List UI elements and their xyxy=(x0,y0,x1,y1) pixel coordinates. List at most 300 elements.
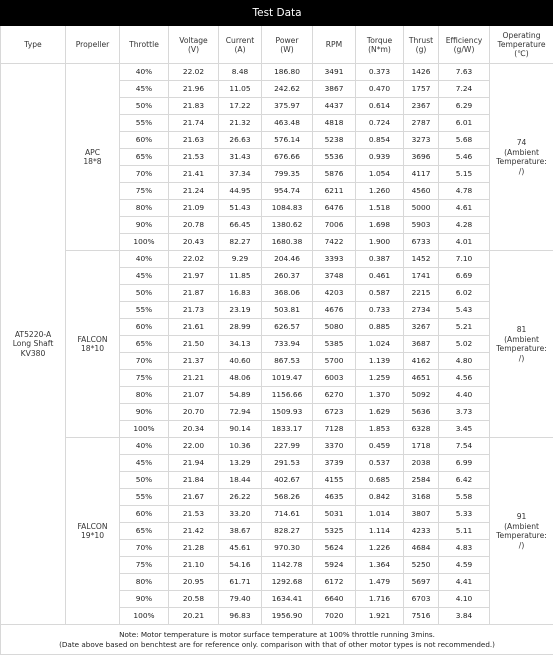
efficiency-cell: 7.63 xyxy=(439,64,490,81)
torque-cell: 1.139 xyxy=(356,353,404,370)
torque-cell: 1.259 xyxy=(356,370,404,387)
current-cell: 8.48 xyxy=(219,64,262,81)
throttle-cell: 90% xyxy=(120,591,169,608)
efficiency-cell: 4.41 xyxy=(439,574,490,591)
thrust-cell: 4651 xyxy=(404,370,439,387)
rpm-cell: 6211 xyxy=(313,183,356,200)
footnote-line: Note: Motor temperature is motor surface temperature at 100% throttle running 3mins. xyxy=(1,630,553,640)
power-cell: 463.48 xyxy=(262,115,313,132)
throttle-cell: 80% xyxy=(120,200,169,217)
power-cell: 1019.47 xyxy=(262,370,313,387)
current-cell: 33.20 xyxy=(219,506,262,523)
efficiency-cell: 3.45 xyxy=(439,421,490,438)
torque-cell: 1.260 xyxy=(356,183,404,200)
voltage-cell: 21.10 xyxy=(169,557,219,574)
efficiency-cell: 5.68 xyxy=(439,132,490,149)
rpm-cell: 4437 xyxy=(313,98,356,115)
power-cell: 242.62 xyxy=(262,81,313,98)
motor-type-cell-line: AT5220-A xyxy=(1,330,65,340)
motor-type-cell-line: KV380 xyxy=(1,349,65,359)
current-cell: 11.05 xyxy=(219,81,262,98)
power-cell: 186.80 xyxy=(262,64,313,81)
power-cell: 714.61 xyxy=(262,506,313,523)
thrust-cell: 2038 xyxy=(404,455,439,472)
throttle-cell: 55% xyxy=(120,489,169,506)
header-torque: Torque (N*m) xyxy=(356,26,404,64)
throttle-cell: 70% xyxy=(120,353,169,370)
power-cell: 799.35 xyxy=(262,166,313,183)
rpm-cell: 7128 xyxy=(313,421,356,438)
power-cell: 1509.93 xyxy=(262,404,313,421)
thrust-cell: 5092 xyxy=(404,387,439,404)
header-power: Power (W) xyxy=(262,26,313,64)
throttle-cell: 45% xyxy=(120,455,169,472)
torque-cell: 1.114 xyxy=(356,523,404,540)
power-cell: 867.53 xyxy=(262,353,313,370)
current-cell: 21.32 xyxy=(219,115,262,132)
torque-cell: 0.587 xyxy=(356,285,404,302)
power-cell: 375.97 xyxy=(262,98,313,115)
thrust-cell: 3807 xyxy=(404,506,439,523)
temperature-cell-line: (Ambient xyxy=(490,148,553,158)
voltage-cell: 21.67 xyxy=(169,489,219,506)
thrust-cell: 7516 xyxy=(404,608,439,625)
current-cell: 51.43 xyxy=(219,200,262,217)
rpm-cell: 5080 xyxy=(313,319,356,336)
rpm-cell: 3491 xyxy=(313,64,356,81)
header-row xyxy=(1,26,553,64)
efficiency-cell: 4.56 xyxy=(439,370,490,387)
voltage-cell: 21.84 xyxy=(169,472,219,489)
thrust-cell: 6328 xyxy=(404,421,439,438)
efficiency-cell: 6.69 xyxy=(439,268,490,285)
current-cell: 17.22 xyxy=(219,98,262,115)
current-cell: 38.67 xyxy=(219,523,262,540)
torque-cell: 1.014 xyxy=(356,506,404,523)
footnote xyxy=(1,625,553,655)
throttle-cell: 100% xyxy=(120,234,169,251)
voltage-cell: 21.83 xyxy=(169,98,219,115)
voltage-cell: 21.53 xyxy=(169,506,219,523)
rpm-cell: 6476 xyxy=(313,200,356,217)
thrust-cell: 1718 xyxy=(404,438,439,455)
rpm-cell: 6003 xyxy=(313,370,356,387)
thrust-cell: 2584 xyxy=(404,472,439,489)
current-cell: 40.60 xyxy=(219,353,262,370)
throttle-cell: 90% xyxy=(120,217,169,234)
rpm-cell: 4818 xyxy=(313,115,356,132)
power-cell: 204.46 xyxy=(262,251,313,268)
voltage-cell: 21.74 xyxy=(169,115,219,132)
voltage-cell: 21.63 xyxy=(169,132,219,149)
rpm-cell: 4203 xyxy=(313,285,356,302)
torque-cell: 0.854 xyxy=(356,132,404,149)
torque-cell: 0.459 xyxy=(356,438,404,455)
table-title: Test Data xyxy=(1,1,553,26)
table-row xyxy=(1,438,553,455)
temperature-cell-line: Temperature: xyxy=(490,157,553,167)
header-throttle: Throttle xyxy=(120,26,169,64)
voltage-cell: 22.02 xyxy=(169,251,219,268)
torque-cell: 0.470 xyxy=(356,81,404,98)
throttle-cell: 100% xyxy=(120,608,169,625)
thrust-cell: 3687 xyxy=(404,336,439,353)
power-cell: 970.30 xyxy=(262,540,313,557)
efficiency-cell: 5.58 xyxy=(439,489,490,506)
propeller-cell xyxy=(66,64,120,251)
propeller-cell-line: 18*8 xyxy=(66,157,119,167)
thrust-cell: 4684 xyxy=(404,540,439,557)
temperature-cell-line: Temperature: xyxy=(490,531,553,541)
thrust-cell: 4560 xyxy=(404,183,439,200)
current-cell: 79.40 xyxy=(219,591,262,608)
voltage-cell: 21.24 xyxy=(169,183,219,200)
rpm-cell: 3739 xyxy=(313,455,356,472)
temperature-cell-line: /) xyxy=(490,541,553,551)
throttle-cell: 100% xyxy=(120,421,169,438)
rpm-cell: 4676 xyxy=(313,302,356,319)
header-rpm: RPM xyxy=(313,26,356,64)
current-cell: 26.22 xyxy=(219,489,262,506)
power-cell: 1634.41 xyxy=(262,591,313,608)
thrust-cell: 3168 xyxy=(404,489,439,506)
temperature-cell-line: /) xyxy=(490,354,553,364)
thrust-cell: 4162 xyxy=(404,353,439,370)
current-cell: 66.45 xyxy=(219,217,262,234)
current-cell: 9.29 xyxy=(219,251,262,268)
current-cell: 26.63 xyxy=(219,132,262,149)
rpm-cell: 5624 xyxy=(313,540,356,557)
throttle-cell: 45% xyxy=(120,268,169,285)
rpm-cell: 6172 xyxy=(313,574,356,591)
table-row xyxy=(1,64,553,81)
title-row xyxy=(1,1,553,26)
voltage-cell: 20.70 xyxy=(169,404,219,421)
torque-cell: 1.716 xyxy=(356,591,404,608)
current-cell: 44.95 xyxy=(219,183,262,200)
efficiency-cell: 7.10 xyxy=(439,251,490,268)
rpm-cell: 7422 xyxy=(313,234,356,251)
efficiency-cell: 5.11 xyxy=(439,523,490,540)
efficiency-cell: 4.78 xyxy=(439,183,490,200)
efficiency-cell: 7.54 xyxy=(439,438,490,455)
voltage-cell: 21.87 xyxy=(169,285,219,302)
current-cell: 28.99 xyxy=(219,319,262,336)
propeller-cell-line: 18*10 xyxy=(66,344,119,354)
power-cell: 576.14 xyxy=(262,132,313,149)
torque-cell: 0.685 xyxy=(356,472,404,489)
current-cell: 54.89 xyxy=(219,387,262,404)
torque-cell: 0.461 xyxy=(356,268,404,285)
efficiency-cell: 4.59 xyxy=(439,557,490,574)
voltage-cell: 21.50 xyxy=(169,336,219,353)
power-cell: 568.26 xyxy=(262,489,313,506)
throttle-cell: 90% xyxy=(120,404,169,421)
current-cell: 37.34 xyxy=(219,166,262,183)
voltage-cell: 21.09 xyxy=(169,200,219,217)
header-current: Current (A) xyxy=(219,26,262,64)
throttle-cell: 80% xyxy=(120,574,169,591)
temperature-cell-line: 81 xyxy=(490,325,553,335)
table-body xyxy=(1,64,553,625)
efficiency-cell: 5.15 xyxy=(439,166,490,183)
voltage-cell: 20.95 xyxy=(169,574,219,591)
torque-cell: 1.518 xyxy=(356,200,404,217)
footnote-line: (Date above based on benchtest are for reference only. comparison with that of other motor types is not recommended.) xyxy=(1,640,553,650)
power-cell: 1156.66 xyxy=(262,387,313,404)
current-cell: 18.44 xyxy=(219,472,262,489)
power-cell: 828.27 xyxy=(262,523,313,540)
throttle-cell: 80% xyxy=(120,387,169,404)
throttle-cell: 55% xyxy=(120,115,169,132)
header-efficiency: Efficiency (g/W) xyxy=(439,26,490,64)
thrust-cell: 2215 xyxy=(404,285,439,302)
voltage-cell: 20.21 xyxy=(169,608,219,625)
thrust-cell: 1741 xyxy=(404,268,439,285)
efficiency-cell: 6.01 xyxy=(439,115,490,132)
torque-cell: 1.921 xyxy=(356,608,404,625)
thrust-cell: 5636 xyxy=(404,404,439,421)
torque-cell: 0.387 xyxy=(356,251,404,268)
voltage-cell: 21.96 xyxy=(169,81,219,98)
thrust-cell: 1757 xyxy=(404,81,439,98)
rpm-cell: 4635 xyxy=(313,489,356,506)
propeller-cell-line: APC xyxy=(66,148,119,158)
rpm-cell: 5536 xyxy=(313,149,356,166)
table-row xyxy=(1,251,553,268)
header-temperature: Operating Temperature (℃) xyxy=(490,26,553,64)
thrust-cell: 2367 xyxy=(404,98,439,115)
temperature-cell-line: Temperature: xyxy=(490,344,553,354)
torque-cell: 1.698 xyxy=(356,217,404,234)
power-cell: 503.81 xyxy=(262,302,313,319)
efficiency-cell: 5.33 xyxy=(439,506,490,523)
current-cell: 61.71 xyxy=(219,574,262,591)
throttle-cell: 40% xyxy=(120,251,169,268)
efficiency-cell: 6.99 xyxy=(439,455,490,472)
torque-cell: 0.724 xyxy=(356,115,404,132)
thrust-cell: 1452 xyxy=(404,251,439,268)
power-cell: 260.37 xyxy=(262,268,313,285)
rpm-cell: 5031 xyxy=(313,506,356,523)
torque-cell: 0.373 xyxy=(356,64,404,81)
torque-cell: 1.853 xyxy=(356,421,404,438)
throttle-cell: 60% xyxy=(120,132,169,149)
voltage-cell: 21.41 xyxy=(169,166,219,183)
efficiency-cell: 3.84 xyxy=(439,608,490,625)
torque-cell: 1.364 xyxy=(356,557,404,574)
torque-cell: 1.629 xyxy=(356,404,404,421)
throttle-cell: 75% xyxy=(120,557,169,574)
voltage-cell: 21.37 xyxy=(169,353,219,370)
throttle-cell: 75% xyxy=(120,183,169,200)
motor-type-cell-line: Long Shaft xyxy=(1,339,65,349)
power-cell: 626.57 xyxy=(262,319,313,336)
power-cell: 954.74 xyxy=(262,183,313,200)
torque-cell: 0.733 xyxy=(356,302,404,319)
rpm-cell: 6270 xyxy=(313,387,356,404)
current-cell: 11.85 xyxy=(219,268,262,285)
efficiency-cell: 4.61 xyxy=(439,200,490,217)
current-cell: 82.27 xyxy=(219,234,262,251)
propeller-cell xyxy=(66,251,120,438)
rpm-cell: 7020 xyxy=(313,608,356,625)
power-cell: 402.67 xyxy=(262,472,313,489)
throttle-cell: 70% xyxy=(120,166,169,183)
thrust-cell: 2787 xyxy=(404,115,439,132)
throttle-cell: 40% xyxy=(120,64,169,81)
thrust-cell: 3696 xyxy=(404,149,439,166)
voltage-cell: 20.58 xyxy=(169,591,219,608)
temperature-cell-line: 74 xyxy=(490,138,553,148)
header-type: Type xyxy=(1,26,66,64)
voltage-cell: 22.00 xyxy=(169,438,219,455)
efficiency-cell: 4.83 xyxy=(439,540,490,557)
current-cell: 72.94 xyxy=(219,404,262,421)
thrust-cell: 5000 xyxy=(404,200,439,217)
throttle-cell: 45% xyxy=(120,81,169,98)
throttle-cell: 60% xyxy=(120,506,169,523)
thrust-cell: 4233 xyxy=(404,523,439,540)
rpm-cell: 3393 xyxy=(313,251,356,268)
voltage-cell: 20.34 xyxy=(169,421,219,438)
throttle-cell: 50% xyxy=(120,98,169,115)
power-cell: 1833.17 xyxy=(262,421,313,438)
torque-cell: 0.939 xyxy=(356,149,404,166)
voltage-cell: 21.97 xyxy=(169,268,219,285)
efficiency-cell: 5.43 xyxy=(439,302,490,319)
current-cell: 90.14 xyxy=(219,421,262,438)
propeller-cell-line: 19*10 xyxy=(66,531,119,541)
rpm-cell: 5238 xyxy=(313,132,356,149)
torque-cell: 0.614 xyxy=(356,98,404,115)
note-row xyxy=(1,625,553,655)
temperature-cell-line: 91 xyxy=(490,512,553,522)
rpm-cell: 5325 xyxy=(313,523,356,540)
efficiency-cell: 5.21 xyxy=(439,319,490,336)
efficiency-cell: 5.02 xyxy=(439,336,490,353)
temperature-cell-line: /) xyxy=(490,167,553,177)
propeller-cell-line: FALCON xyxy=(66,522,119,532)
torque-cell: 0.842 xyxy=(356,489,404,506)
thrust-cell: 4117 xyxy=(404,166,439,183)
current-cell: 10.36 xyxy=(219,438,262,455)
efficiency-cell: 4.10 xyxy=(439,591,490,608)
thrust-cell: 3267 xyxy=(404,319,439,336)
torque-cell: 0.537 xyxy=(356,455,404,472)
efficiency-cell: 6.42 xyxy=(439,472,490,489)
thrust-cell: 5250 xyxy=(404,557,439,574)
rpm-cell: 7006 xyxy=(313,217,356,234)
voltage-cell: 21.53 xyxy=(169,149,219,166)
rpm-cell: 3370 xyxy=(313,438,356,455)
torque-cell: 1.900 xyxy=(356,234,404,251)
temperature-cell-line: (Ambient xyxy=(490,522,553,532)
power-cell: 1380.62 xyxy=(262,217,313,234)
header-voltage: Voltage (V) xyxy=(169,26,219,64)
torque-cell: 0.885 xyxy=(356,319,404,336)
voltage-cell: 21.61 xyxy=(169,319,219,336)
throttle-cell: 65% xyxy=(120,149,169,166)
temperature-cell xyxy=(490,251,553,438)
torque-cell: 1.479 xyxy=(356,574,404,591)
throttle-cell: 75% xyxy=(120,370,169,387)
efficiency-cell: 4.28 xyxy=(439,217,490,234)
current-cell: 34.13 xyxy=(219,336,262,353)
thrust-cell: 1426 xyxy=(404,64,439,81)
current-cell: 45.61 xyxy=(219,540,262,557)
efficiency-cell: 4.40 xyxy=(439,387,490,404)
header-propeller: Propeller xyxy=(66,26,120,64)
voltage-cell: 21.42 xyxy=(169,523,219,540)
voltage-cell: 22.02 xyxy=(169,64,219,81)
voltage-cell: 21.94 xyxy=(169,455,219,472)
throttle-cell: 50% xyxy=(120,285,169,302)
power-cell: 676.66 xyxy=(262,149,313,166)
throttle-cell: 50% xyxy=(120,472,169,489)
rpm-cell: 3867 xyxy=(313,81,356,98)
throttle-cell: 60% xyxy=(120,319,169,336)
efficiency-cell: 5.46 xyxy=(439,149,490,166)
throttle-cell: 55% xyxy=(120,302,169,319)
temperature-cell-line: (Ambient xyxy=(490,335,553,345)
voltage-cell: 20.78 xyxy=(169,217,219,234)
thrust-cell: 5903 xyxy=(404,217,439,234)
thrust-cell: 3273 xyxy=(404,132,439,149)
thrust-cell: 2734 xyxy=(404,302,439,319)
rpm-cell: 5385 xyxy=(313,336,356,353)
power-cell: 733.94 xyxy=(262,336,313,353)
voltage-cell: 21.21 xyxy=(169,370,219,387)
efficiency-cell: 3.73 xyxy=(439,404,490,421)
torque-cell: 1.370 xyxy=(356,387,404,404)
power-cell: 1680.38 xyxy=(262,234,313,251)
throttle-cell: 65% xyxy=(120,336,169,353)
efficiency-cell: 4.01 xyxy=(439,234,490,251)
power-cell: 227.99 xyxy=(262,438,313,455)
power-cell: 368.06 xyxy=(262,285,313,302)
current-cell: 23.19 xyxy=(219,302,262,319)
power-cell: 291.53 xyxy=(262,455,313,472)
thrust-cell: 5697 xyxy=(404,574,439,591)
efficiency-cell: 6.29 xyxy=(439,98,490,115)
rpm-cell: 5876 xyxy=(313,166,356,183)
thrust-cell: 6733 xyxy=(404,234,439,251)
current-cell: 96.83 xyxy=(219,608,262,625)
propeller-cell xyxy=(66,438,120,625)
rpm-cell: 6723 xyxy=(313,404,356,421)
motor-type-cell xyxy=(1,64,66,625)
current-cell: 48.06 xyxy=(219,370,262,387)
temperature-cell xyxy=(490,438,553,625)
throttle-cell: 65% xyxy=(120,523,169,540)
rpm-cell: 6640 xyxy=(313,591,356,608)
voltage-cell: 21.28 xyxy=(169,540,219,557)
power-cell: 1142.78 xyxy=(262,557,313,574)
voltage-cell: 21.07 xyxy=(169,387,219,404)
efficiency-cell: 6.02 xyxy=(439,285,490,302)
torque-cell: 1.024 xyxy=(356,336,404,353)
propeller-cell-line: FALCON xyxy=(66,335,119,345)
torque-cell: 1.054 xyxy=(356,166,404,183)
voltage-cell: 20.43 xyxy=(169,234,219,251)
voltage-cell: 21.73 xyxy=(169,302,219,319)
header-thrust: Thrust (g) xyxy=(404,26,439,64)
rpm-cell: 3748 xyxy=(313,268,356,285)
rpm-cell: 5924 xyxy=(313,557,356,574)
throttle-cell: 40% xyxy=(120,438,169,455)
current-cell: 31.43 xyxy=(219,149,262,166)
